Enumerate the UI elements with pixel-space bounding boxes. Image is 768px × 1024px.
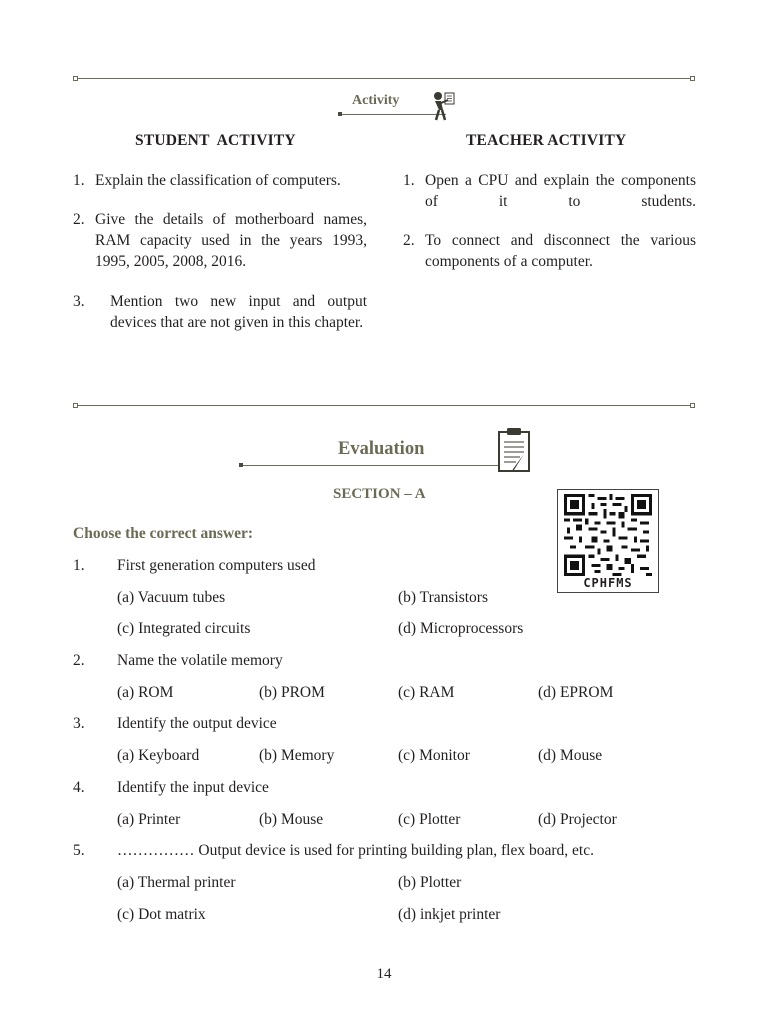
answer-option: (b) Transistors <box>398 589 489 606</box>
answer-option: (d) EPROM <box>538 684 614 701</box>
answer-option: (b) Mouse <box>259 811 324 828</box>
answer-option: (c) RAM <box>398 684 455 701</box>
answer-option: (d) Microprocessors <box>398 620 524 637</box>
answer-option: (d) inkjet printer <box>398 906 501 923</box>
answer-option: (b) Plotter <box>398 874 462 891</box>
evaluation-title: Evaluation <box>338 439 425 459</box>
answer-option: (a) ROM <box>117 684 174 701</box>
clipboard-icon <box>494 426 534 474</box>
qr-code-label: CPHFMS <box>583 576 633 590</box>
answer-option: (a) Printer <box>117 811 181 828</box>
activity-label: Activity <box>352 93 400 108</box>
section-heading: SECTION – A <box>333 486 426 502</box>
answer-option: (b) PROM <box>259 684 325 701</box>
answer-option: (c) Plotter <box>398 811 461 828</box>
student-activity-heading: STUDENT ACTIVITY <box>135 132 296 149</box>
teacher-activity-heading: TEACHER ACTIVITY <box>466 132 627 149</box>
answer-option: (c) Dot matrix <box>117 906 206 923</box>
qr-code <box>557 489 659 593</box>
qr-code-icon <box>564 494 652 576</box>
answer-option: (b) Memory <box>259 747 335 764</box>
answer-option: (a) Keyboard <box>117 747 200 764</box>
page-number: 14 <box>376 966 392 982</box>
answer-option: (a) Vacuum tubes <box>117 589 226 606</box>
answer-option: (c) Monitor <box>398 747 470 764</box>
answer-option: (d) Projector <box>538 811 617 828</box>
answer-option: (d) Mouse <box>538 747 603 764</box>
answer-option: (a) Thermal printer <box>117 874 236 891</box>
reading-person-icon <box>430 90 456 122</box>
instruction-text: Choose the correct answer: <box>73 525 254 542</box>
answer-option: (c) Integrated circuits <box>117 620 251 637</box>
